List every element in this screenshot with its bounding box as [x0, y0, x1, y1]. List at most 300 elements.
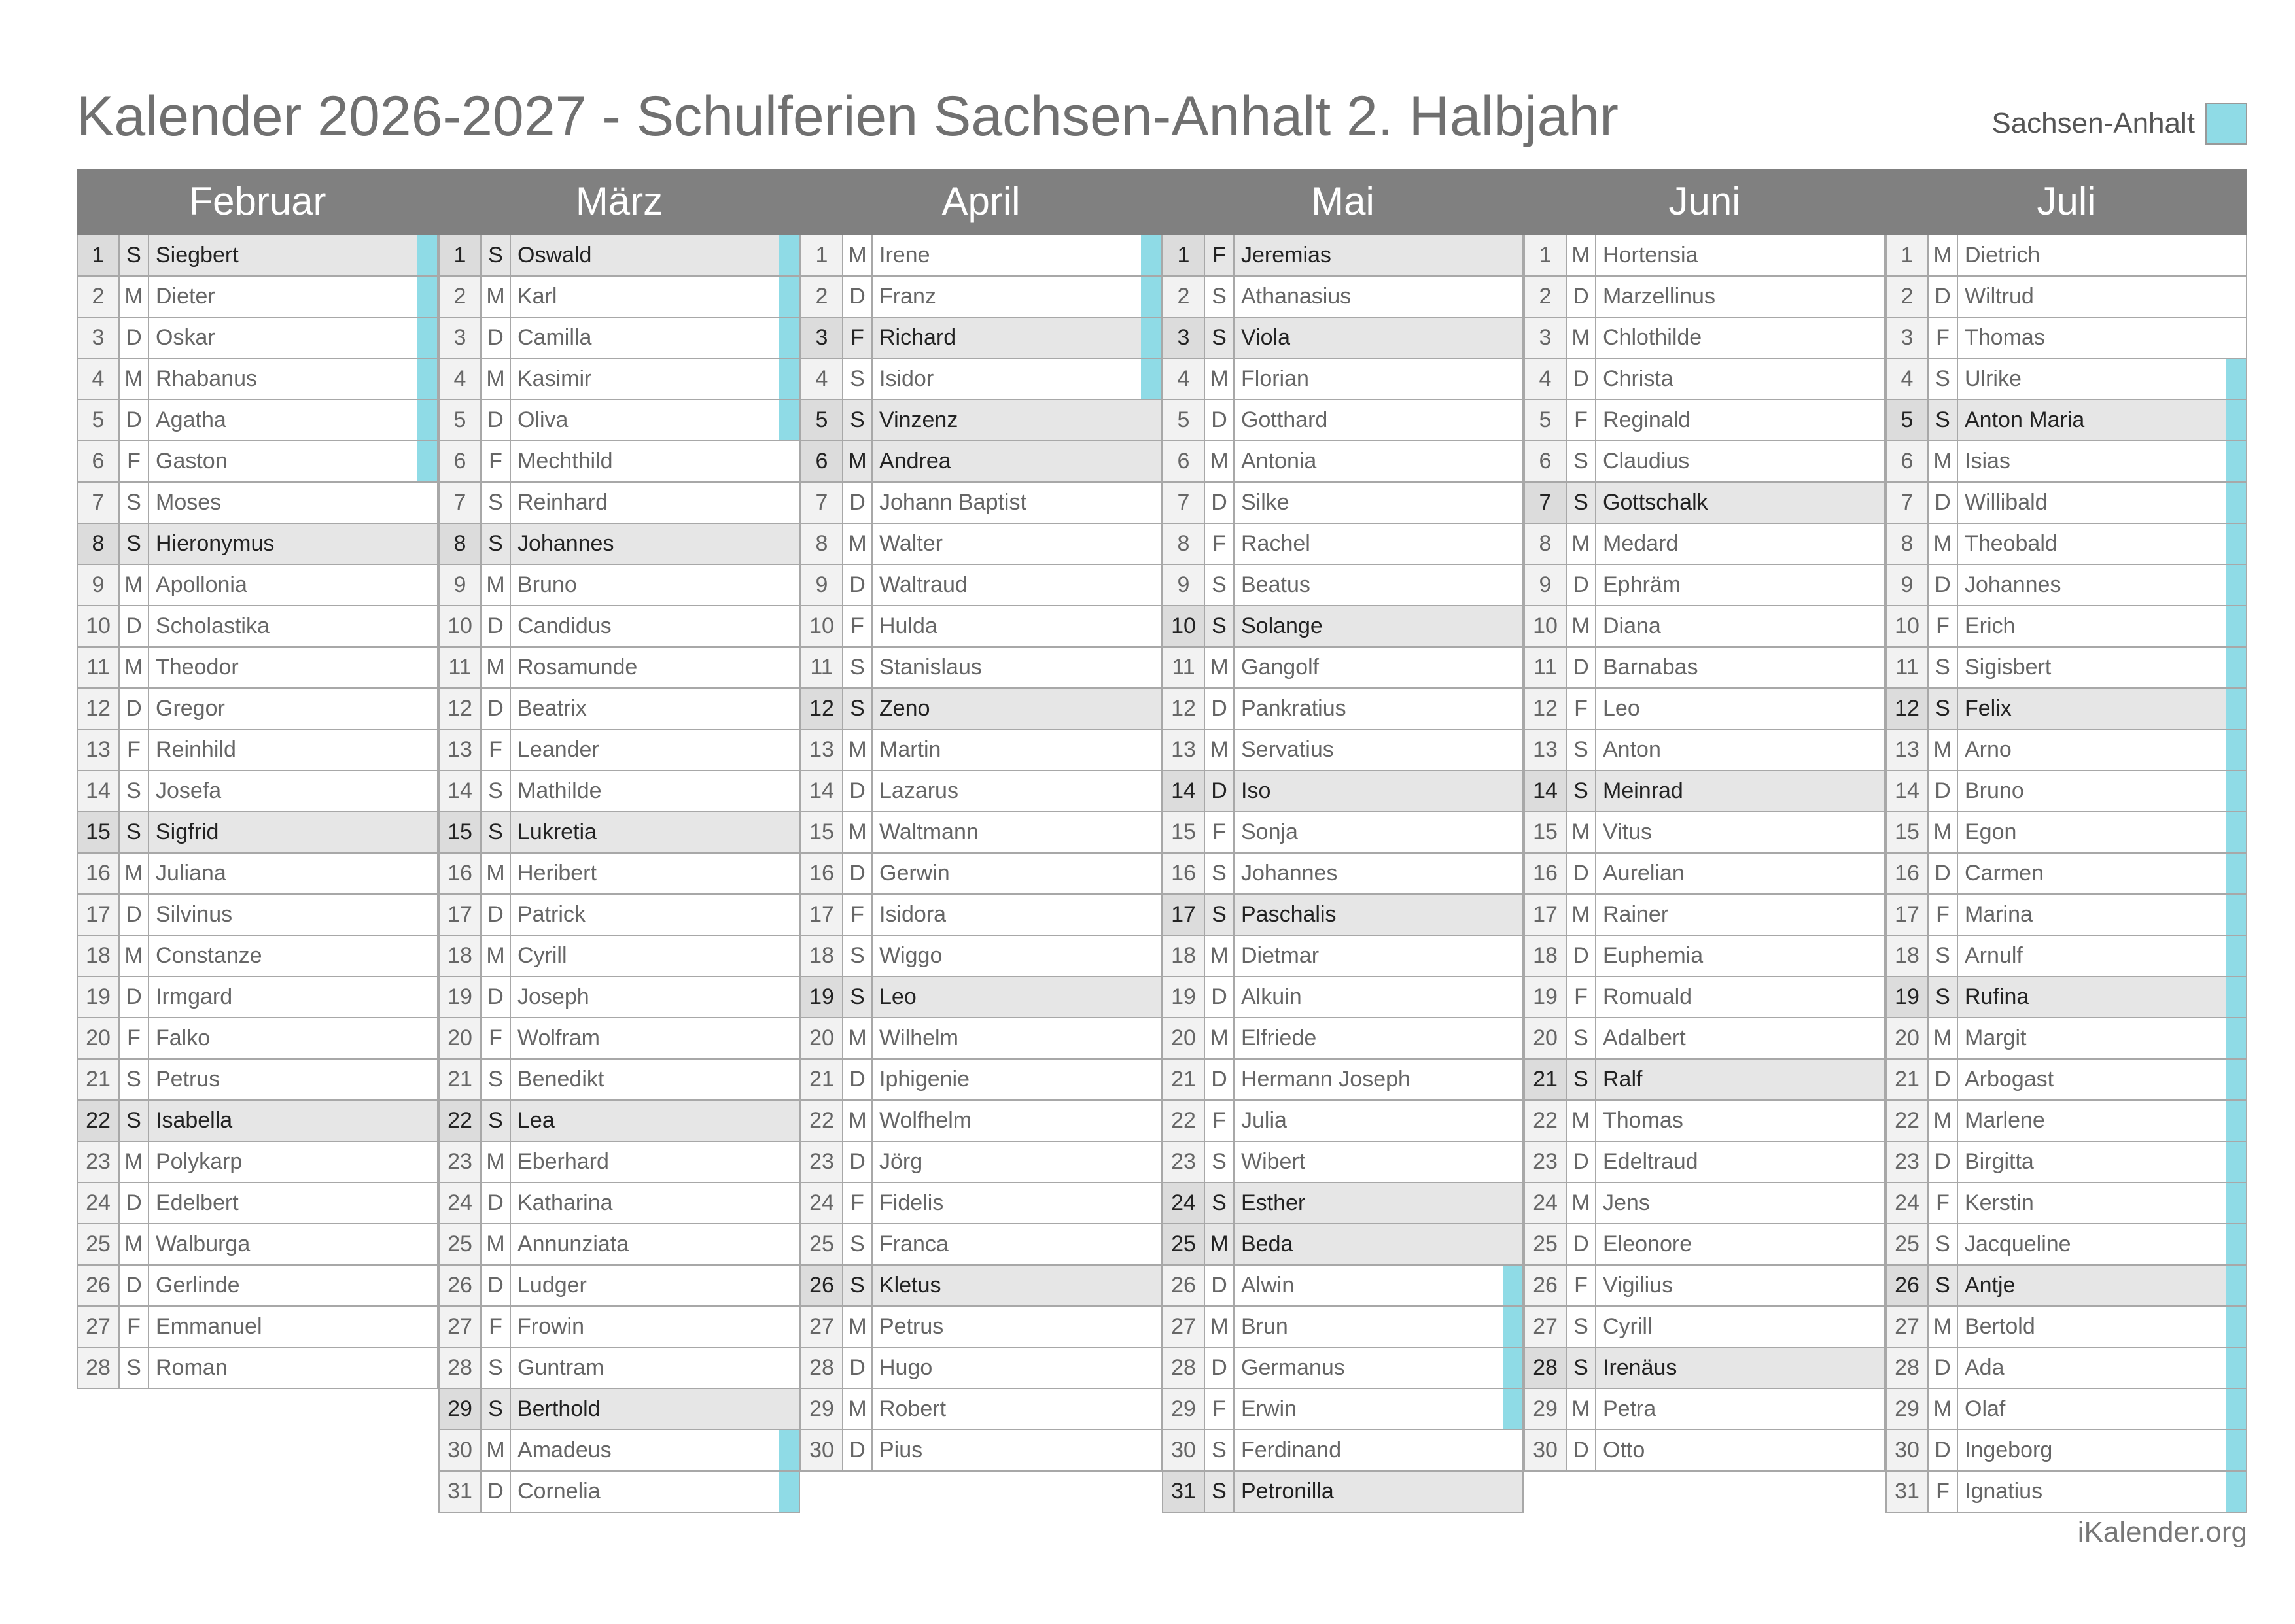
- day-row: [1525, 936, 1885, 977]
- name-day: Ingeborg: [1965, 1438, 2053, 1462]
- day-row: [1887, 730, 2247, 771]
- day-number: 12: [1887, 689, 1929, 729]
- day-row: [1887, 812, 2247, 854]
- weekday-letter: D: [120, 1266, 149, 1305]
- holiday-marker: [1141, 318, 1161, 358]
- name-day: Walter: [879, 531, 943, 556]
- day-number: 30: [1525, 1430, 1567, 1470]
- day-number: 8: [1163, 524, 1205, 564]
- day-row: [1163, 359, 1524, 400]
- day-row: [1887, 1266, 2247, 1307]
- day-number: 23: [78, 1142, 120, 1182]
- day-number: 28: [1163, 1348, 1205, 1388]
- day-row: [1887, 1348, 2247, 1389]
- weekday-letter: M: [1567, 895, 1596, 935]
- weekday-letter: M: [482, 648, 511, 687]
- day-row: [1887, 483, 2247, 524]
- weekday-letter: M: [843, 1018, 873, 1058]
- day-row: [801, 854, 1162, 895]
- day-row: [1163, 441, 1524, 483]
- weekday-letter: D: [1567, 1142, 1596, 1182]
- day-row: [801, 689, 1162, 730]
- month-header: Juli: [1885, 169, 2247, 235]
- weekday-letter: M: [482, 359, 511, 399]
- day-row: [1163, 1060, 1524, 1101]
- weekday-letter: M: [843, 235, 873, 275]
- day-row: [1163, 565, 1524, 606]
- weekday-letter: S: [1929, 400, 1958, 440]
- name-day: Arno: [1965, 737, 2012, 762]
- day-row: [78, 730, 438, 771]
- name-day: Willibald: [1965, 490, 2048, 515]
- name-day: Alkuin: [1241, 984, 1302, 1009]
- day-number: 9: [1525, 565, 1567, 605]
- name-day: Zeno: [879, 696, 930, 721]
- name-day: Ignatius: [1965, 1479, 2043, 1504]
- day-number: 13: [1525, 730, 1567, 770]
- name-day: Gangolf: [1241, 655, 1320, 680]
- weekday-letter: F: [120, 730, 149, 770]
- name-day: Reinhard: [517, 490, 608, 515]
- holiday-marker: [1503, 1348, 1522, 1388]
- day-row: [1163, 235, 1524, 277]
- weekday-letter: S: [1929, 977, 1958, 1017]
- weekday-letter: M: [482, 277, 511, 317]
- day-number: 18: [1163, 936, 1205, 976]
- holiday-marker: [2226, 1472, 2246, 1512]
- day-list: [1524, 235, 1885, 1472]
- weekday-letter: M: [120, 1224, 149, 1264]
- name-day: Agatha: [156, 407, 226, 432]
- day-number: 14: [440, 771, 482, 811]
- name-day: Hulda: [879, 613, 937, 638]
- name-day: Johannes: [1965, 572, 2061, 597]
- weekday-letter: D: [1205, 483, 1235, 523]
- name-day: Ralf: [1603, 1067, 1643, 1092]
- day-row: [440, 606, 800, 648]
- day-row: [801, 1307, 1162, 1348]
- holiday-marker: [779, 400, 799, 440]
- name-day: Esther: [1241, 1190, 1306, 1215]
- name-day: Petrus: [156, 1067, 220, 1092]
- day-number: 26: [440, 1266, 482, 1305]
- weekday-letter: F: [482, 730, 511, 770]
- weekday-letter: D: [843, 854, 873, 893]
- name-day: Wilhelm: [879, 1026, 958, 1050]
- day-number: 26: [1525, 1266, 1567, 1305]
- weekday-letter: S: [482, 1389, 511, 1429]
- day-row: [78, 483, 438, 524]
- weekday-letter: M: [1929, 1101, 1958, 1141]
- day-row: [801, 524, 1162, 565]
- name-day: Julia: [1241, 1108, 1287, 1133]
- name-day: Theobald: [1965, 531, 2058, 556]
- day-row: [1887, 854, 2247, 895]
- day-row: [1887, 648, 2247, 689]
- weekday-letter: S: [482, 1101, 511, 1141]
- weekday-letter: D: [843, 1060, 873, 1099]
- day-row: [1887, 1430, 2247, 1472]
- day-row: [801, 1430, 1162, 1472]
- weekday-letter: D: [120, 895, 149, 935]
- day-number: 1: [78, 235, 120, 275]
- weekday-letter: D: [843, 1348, 873, 1388]
- weekday-letter: M: [1567, 524, 1596, 564]
- day-number: 21: [78, 1060, 120, 1099]
- day-row: [440, 1101, 800, 1142]
- day-number: 10: [440, 606, 482, 646]
- day-number: 19: [1163, 977, 1205, 1017]
- weekday-letter: M: [1205, 441, 1235, 481]
- day-row: [1163, 895, 1524, 936]
- weekday-letter: S: [1929, 359, 1958, 399]
- day-number: 27: [1163, 1307, 1205, 1347]
- name-day: Guntram: [517, 1355, 604, 1380]
- day-number: 11: [1525, 648, 1567, 687]
- weekday-letter: S: [120, 771, 149, 811]
- holiday-marker: [2226, 1101, 2246, 1141]
- day-number: 26: [1163, 1266, 1205, 1305]
- day-row: [1887, 1224, 2247, 1266]
- day-number: 30: [440, 1430, 482, 1470]
- weekday-letter: D: [1205, 400, 1235, 440]
- name-day: Leo: [1603, 696, 1640, 721]
- name-day: Hieronymus: [156, 531, 275, 556]
- day-number: 27: [78, 1307, 120, 1347]
- weekday-letter: F: [120, 1018, 149, 1058]
- weekday-letter: S: [482, 483, 511, 523]
- day-number: 27: [1887, 1307, 1929, 1347]
- name-day: Oskar: [156, 325, 215, 350]
- name-day: Egon: [1965, 820, 2017, 844]
- name-day: Pankratius: [1241, 696, 1346, 721]
- day-row: [1887, 1060, 2247, 1101]
- name-day: Richard: [879, 325, 956, 350]
- weekday-letter: M: [843, 1101, 873, 1141]
- name-day: Rosamunde: [517, 655, 638, 680]
- weekday-letter: M: [1205, 1224, 1235, 1264]
- day-number: 8: [1525, 524, 1567, 564]
- legend-swatch: [2205, 103, 2247, 145]
- day-number: 25: [1525, 1224, 1567, 1264]
- day-number: 3: [1525, 318, 1567, 358]
- weekday-letter: D: [120, 977, 149, 1017]
- weekday-letter: M: [482, 1142, 511, 1182]
- day-number: 6: [78, 441, 120, 481]
- day-row: [1887, 524, 2247, 565]
- weekday-letter: D: [482, 318, 511, 358]
- day-number: 21: [1163, 1060, 1205, 1099]
- day-number: 10: [1525, 606, 1567, 646]
- name-day: Waltmann: [879, 820, 979, 844]
- day-number: 28: [78, 1348, 120, 1388]
- name-day: Germanus: [1241, 1355, 1345, 1380]
- name-day: Isidora: [879, 902, 947, 927]
- day-row: [1887, 565, 2247, 606]
- weekday-letter: S: [120, 235, 149, 275]
- day-number: 7: [1887, 483, 1929, 523]
- day-row: [1163, 1348, 1524, 1389]
- day-number: 9: [801, 565, 843, 605]
- name-day: Anton Maria: [1965, 407, 2085, 432]
- name-day: Claudius: [1603, 449, 1690, 474]
- day-row: [1525, 1348, 1885, 1389]
- day-number: 7: [78, 483, 120, 523]
- name-day: Jörg: [879, 1149, 923, 1174]
- day-number: 20: [1163, 1018, 1205, 1058]
- day-row: [78, 936, 438, 977]
- day-row: [1887, 1183, 2247, 1224]
- day-row: [1525, 359, 1885, 400]
- name-day: Antonia: [1241, 449, 1317, 474]
- weekday-letter: D: [1567, 565, 1596, 605]
- day-number: 11: [1163, 648, 1205, 687]
- day-row: [440, 1224, 800, 1266]
- name-day: Mathilde: [517, 778, 602, 803]
- weekday-letter: M: [1929, 1389, 1958, 1429]
- name-day: Marlene: [1965, 1108, 2045, 1133]
- weekday-letter: F: [843, 1183, 873, 1223]
- name-day: Camilla: [517, 325, 592, 350]
- name-day: Scholastika: [156, 613, 270, 638]
- day-number: 1: [1163, 235, 1205, 275]
- day-row: [1887, 400, 2247, 441]
- name-day: Viola: [1241, 325, 1290, 350]
- name-day: Bruno: [517, 572, 577, 597]
- weekday-letter: D: [482, 606, 511, 646]
- day-row: [801, 235, 1162, 277]
- weekday-letter: D: [120, 318, 149, 358]
- name-day: Vitus: [1603, 820, 1652, 844]
- day-row: [78, 318, 438, 359]
- name-day: Isabella: [156, 1108, 233, 1133]
- weekday-letter: F: [120, 441, 149, 481]
- weekday-letter: D: [1567, 1224, 1596, 1264]
- name-day: Edelbert: [156, 1190, 239, 1215]
- weekday-letter: D: [120, 606, 149, 646]
- name-day: Romuald: [1603, 984, 1692, 1009]
- weekday-letter: S: [1567, 1018, 1596, 1058]
- day-number: 11: [440, 648, 482, 687]
- name-day: Oliva: [517, 407, 569, 432]
- weekday-letter: D: [1567, 277, 1596, 317]
- day-number: 17: [78, 895, 120, 935]
- holiday-marker: [779, 318, 799, 358]
- name-day: Lukretia: [517, 820, 597, 844]
- weekday-letter: M: [1929, 441, 1958, 481]
- name-day: Jacqueline: [1965, 1232, 2071, 1256]
- day-row: [1887, 606, 2247, 648]
- day-row: [1887, 441, 2247, 483]
- day-row: [801, 606, 1162, 648]
- name-day: Moses: [156, 490, 222, 515]
- day-row: [1887, 1307, 2247, 1348]
- weekday-letter: S: [482, 771, 511, 811]
- name-day: Felix: [1965, 696, 2012, 721]
- day-number: 5: [1525, 400, 1567, 440]
- day-row: [1163, 1307, 1524, 1348]
- weekday-letter: M: [482, 1224, 511, 1264]
- weekday-letter: M: [482, 936, 511, 976]
- day-row: [801, 1266, 1162, 1307]
- name-day: Medard: [1603, 531, 1679, 556]
- weekday-letter: S: [1929, 1266, 1958, 1305]
- weekday-letter: F: [1567, 977, 1596, 1017]
- day-row: [1163, 1430, 1524, 1472]
- day-number: 7: [1525, 483, 1567, 523]
- day-number: 18: [1887, 936, 1929, 976]
- day-row: [801, 771, 1162, 812]
- name-day: Ulrike: [1965, 366, 2022, 391]
- day-row: [801, 565, 1162, 606]
- month-header: Juni: [1524, 169, 1885, 235]
- day-number: 4: [1887, 359, 1929, 399]
- day-number: 13: [78, 730, 120, 770]
- name-day: Aurelian: [1603, 861, 1685, 886]
- day-number: 20: [801, 1018, 843, 1058]
- name-day: Carmen: [1965, 861, 2044, 886]
- name-day: Ada: [1965, 1355, 2005, 1380]
- day-number: 27: [801, 1307, 843, 1347]
- day-number: 14: [1887, 771, 1929, 811]
- holiday-marker: [2226, 936, 2246, 976]
- weekday-letter: D: [1929, 771, 1958, 811]
- day-number: 15: [440, 812, 482, 852]
- name-day: Robert: [879, 1396, 947, 1421]
- day-number: 16: [440, 854, 482, 893]
- day-number: 23: [1525, 1142, 1567, 1182]
- name-day: Mechthild: [517, 449, 613, 474]
- name-day: Theodor: [156, 655, 239, 680]
- name-day: Rufina: [1965, 984, 2029, 1009]
- day-number: 23: [440, 1142, 482, 1182]
- day-list: [77, 235, 438, 1389]
- day-row: [78, 1307, 438, 1348]
- name-day: Christa: [1603, 366, 1673, 391]
- day-number: 8: [801, 524, 843, 564]
- weekday-letter: D: [843, 771, 873, 811]
- day-number: 7: [440, 483, 482, 523]
- weekday-letter: D: [482, 1266, 511, 1305]
- weekday-letter: D: [482, 400, 511, 440]
- month-column: [1885, 169, 2247, 1513]
- weekday-letter: F: [482, 1018, 511, 1058]
- weekday-letter: M: [1929, 730, 1958, 770]
- day-row: [801, 318, 1162, 359]
- day-row: [1525, 895, 1885, 936]
- name-day: Florian: [1241, 366, 1309, 391]
- weekday-letter: D: [120, 1183, 149, 1223]
- holiday-marker: [2226, 895, 2246, 935]
- day-row: [801, 1142, 1162, 1183]
- day-row: [440, 895, 800, 936]
- day-row: [440, 771, 800, 812]
- weekday-letter: S: [843, 1266, 873, 1305]
- weekday-letter: M: [120, 359, 149, 399]
- weekday-letter: D: [843, 565, 873, 605]
- holiday-marker: [779, 359, 799, 399]
- day-row: [78, 895, 438, 936]
- day-row: [78, 689, 438, 730]
- name-day: Marina: [1965, 902, 2033, 927]
- weekday-letter: S: [120, 1348, 149, 1388]
- day-number: 16: [1163, 854, 1205, 893]
- holiday-marker: [2226, 1348, 2246, 1388]
- day-number: 12: [1163, 689, 1205, 729]
- weekday-letter: D: [482, 977, 511, 1017]
- name-day: Wolfhelm: [879, 1108, 972, 1133]
- day-number: 25: [1163, 1224, 1205, 1264]
- name-day: Walburga: [156, 1232, 251, 1256]
- weekday-letter: S: [1205, 895, 1235, 935]
- name-day: Vinzenz: [879, 407, 958, 432]
- day-row: [1163, 812, 1524, 854]
- day-row: [1163, 936, 1524, 977]
- day-row: [440, 730, 800, 771]
- weekday-letter: F: [482, 1307, 511, 1347]
- day-number: 4: [1525, 359, 1567, 399]
- name-day: Falko: [156, 1026, 211, 1050]
- day-number: 25: [440, 1224, 482, 1264]
- day-row: [440, 277, 800, 318]
- weekday-letter: S: [482, 812, 511, 852]
- day-number: 25: [801, 1224, 843, 1264]
- day-row: [1525, 235, 1885, 277]
- weekday-letter: M: [1205, 936, 1235, 976]
- weekday-letter: F: [1567, 400, 1596, 440]
- day-row: [1163, 1101, 1524, 1142]
- day-row: [1525, 730, 1885, 771]
- day-row: [1163, 1389, 1524, 1430]
- weekday-letter: D: [1929, 1348, 1958, 1388]
- weekday-letter: D: [120, 689, 149, 729]
- name-day: Katharina: [517, 1190, 613, 1215]
- name-day: Dieter: [156, 284, 215, 309]
- name-day: Johannes: [517, 531, 614, 556]
- weekday-letter: D: [1205, 1266, 1235, 1305]
- name-day: Joseph: [517, 984, 589, 1009]
- holiday-marker: [2226, 565, 2246, 605]
- day-row: [801, 1018, 1162, 1060]
- name-day: Pius: [879, 1438, 923, 1462]
- name-day: Leo: [879, 984, 917, 1009]
- weekday-letter: F: [1205, 524, 1235, 564]
- weekday-letter: M: [1567, 1183, 1596, 1223]
- holiday-marker: [779, 277, 799, 317]
- weekday-letter: D: [1205, 1060, 1235, 1099]
- day-row: [78, 606, 438, 648]
- day-number: 27: [1525, 1307, 1567, 1347]
- day-number: 23: [801, 1142, 843, 1182]
- name-day: Elfriede: [1241, 1026, 1317, 1050]
- footer-brand: iKalender.org: [2077, 1516, 2247, 1548]
- day-row: [801, 1101, 1162, 1142]
- weekday-letter: M: [120, 565, 149, 605]
- weekday-letter: M: [482, 854, 511, 893]
- day-row: [78, 977, 438, 1018]
- day-number: 21: [1887, 1060, 1929, 1099]
- weekday-letter: M: [1567, 318, 1596, 358]
- weekday-letter: M: [843, 524, 873, 564]
- name-day: Otto: [1603, 1438, 1645, 1462]
- day-number: 11: [78, 648, 120, 687]
- day-number: 12: [1525, 689, 1567, 729]
- holiday-marker: [2226, 1224, 2246, 1264]
- name-day: Apollonia: [156, 572, 247, 597]
- day-number: 3: [78, 318, 120, 358]
- weekday-letter: S: [482, 1348, 511, 1388]
- month-header: Mai: [1162, 169, 1524, 235]
